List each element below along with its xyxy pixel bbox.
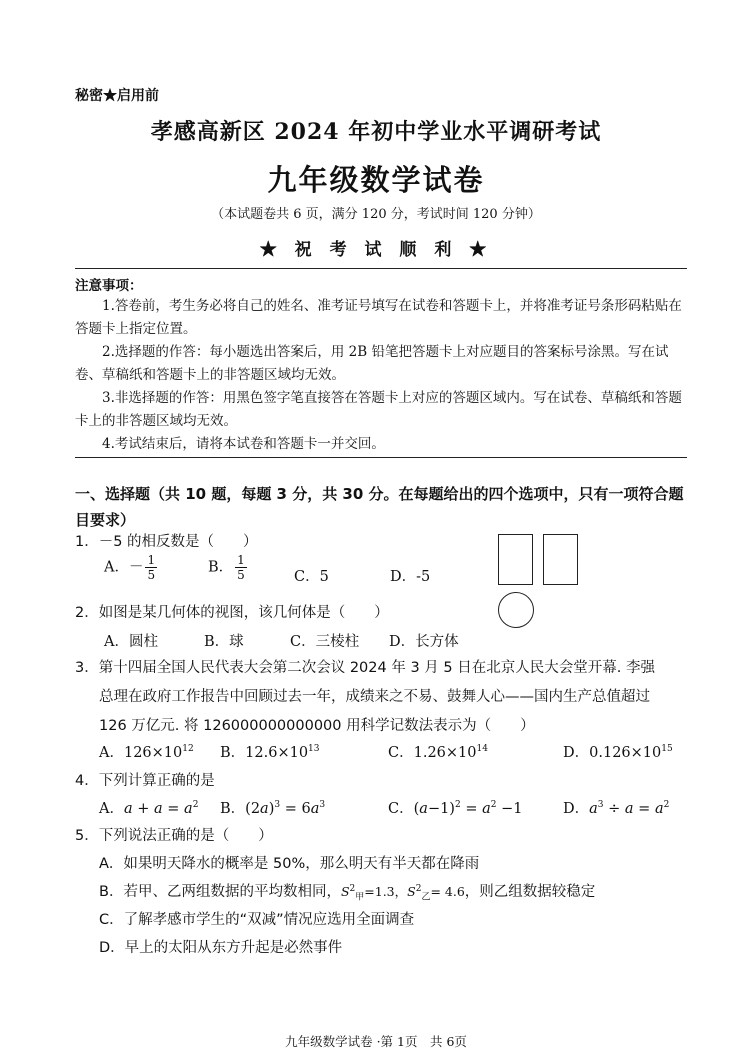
notes-bottom-rule: [75, 457, 687, 458]
notes-heading: 注意事项：: [75, 278, 143, 294]
q2-option-c: C．三棱柱: [290, 634, 360, 650]
note-item: 2.选择题的作答：每小题选出答案后，用 2B 铅笔把答题卡上对应题目的答案标号涂黑。写在试卷、草稿纸和答题卡上的非答题区域均无效。: [75, 344, 669, 383]
fraction: [145, 553, 157, 582]
q4-stem: 4．下列计算正确的是: [75, 773, 215, 789]
option-label: B．: [208, 559, 234, 576]
option-label: C．: [388, 745, 414, 761]
q5-option-b: B．若甲、乙两组数据的平均数相同，$S^2_甲=1.3$，$S^2_乙= 4.6$，则乙组数据较稳定: [99, 883, 596, 903]
q5-option-c: C．了解孝感市学生的“双减”情况应选用全面调查: [99, 912, 415, 928]
exponent: 15: [661, 744, 673, 755]
numerator: 1: [147, 553, 156, 567]
q3-line-1: 3．第十四届全国人民代表大会第二次会议 2024 年 3 月 5 日在北京人民大会堂开幕. 李强: [75, 660, 655, 676]
front-view-rectangle: [498, 534, 533, 585]
q1-option-d: D．-5: [390, 569, 431, 585]
q2-option-b: B．球: [204, 634, 244, 650]
option-label: A．: [99, 745, 124, 761]
option-label: B．: [220, 745, 246, 761]
note-item: 3.非选择题的作答：用黑色签字笔直接答在答题卡上对应的答题区域内。写在试卷、草稿纸和答题卡上的非答题区域均无效。: [75, 390, 682, 429]
q1-option-b: [208, 553, 249, 582]
top-view-circle: [498, 592, 534, 628]
option-label: A．－: [104, 559, 144, 576]
option-value: 1.26×10: [413, 745, 477, 761]
q1-option-c: C．5: [294, 569, 329, 585]
side-view-rectangle: [543, 534, 578, 585]
q2-option-d: D．长方体: [389, 634, 459, 650]
q3-option-c: [388, 741, 488, 762]
notes-list: [75, 295, 687, 456]
q2-option-a: A．圆柱: [104, 634, 158, 650]
q5-stem: 5．下列说法正确的是（ ）: [75, 828, 273, 844]
option-label: A．: [99, 801, 124, 817]
q3-line-3: 126 万亿元. 将 126000000000000 用科学记数法表示为（ ）: [99, 718, 535, 734]
subscript: 甲: [355, 892, 365, 903]
exponent: 12: [182, 744, 194, 755]
q3-option-a: [99, 741, 194, 762]
paper-title: 九年级数学试卷: [267, 163, 485, 197]
q4-option-b: B．$(2a)^3 = 6a^3$: [220, 800, 326, 817]
exam-title: 孝感高新区 2024 年初中学业水平调研考试: [150, 119, 602, 145]
denominator: 5: [237, 568, 245, 582]
option-text: B．若甲、乙两组数据的平均数相同，: [99, 884, 341, 900]
exponent: 14: [476, 744, 488, 755]
q2-stem: 2．如图是某几何体的视图，该几何体是（ ）: [75, 605, 389, 621]
option-label: D．: [563, 801, 590, 817]
option-text: ，则乙组数据较稳定: [464, 884, 596, 900]
option-value: 126×10: [123, 745, 183, 761]
variance-value: = 4.6: [430, 884, 465, 899]
q3-option-d: [563, 741, 673, 762]
note-item: 1.答卷前，考生务必将自己的姓名、准考证号填写在试卷和答题卡上，并将准考证号条形码粘贴在答题卡上指定位置。: [75, 298, 682, 337]
q4-option-d: D．$a^3 \div a = a^2$: [563, 800, 670, 817]
good-luck-banner: ★ 祝 考 试 顺 利 ★: [259, 240, 493, 260]
q5-option-a: A．如果明天降水的概率是 50%，那么明天有半天都在降雨: [99, 856, 480, 872]
subscript: 乙: [421, 892, 431, 903]
denominator: 5: [147, 568, 156, 582]
q4-option-c: C．$(a-1)^2 = a^2 -1$: [388, 800, 523, 817]
fraction: [235, 553, 247, 582]
section-heading: 一、选择题（共 10 题，每题 3 分，共 30 分。在每题给出的四个选项中，只有一项符合题目要求）: [75, 485, 684, 529]
q3-option-b: [220, 741, 320, 762]
q1-stem: 1．－5 的相反数是（ ）: [75, 534, 258, 550]
q5-option-d: D．早上的太阳从东方升起是必然事件: [99, 940, 343, 956]
option-label: B．: [220, 801, 246, 817]
option-label: D．: [563, 745, 590, 761]
exponent: 13: [308, 744, 320, 755]
note-item: 4.考试结束后，请将本试卷和答题卡一并交回。: [102, 436, 385, 452]
option-value: 0.126×10: [589, 745, 662, 761]
confidential-mark: 秘密★启用前: [75, 88, 159, 104]
paper-info: （本试题卷共 6 页，满分 120 分，考试时间 120 分钟）: [211, 207, 541, 222]
q4-option-a: A．$a + a = a^2$: [99, 800, 199, 817]
page-footer: 九年级数学试卷 ·第 1页 共 6页: [285, 1034, 467, 1049]
notes-top-rule: [75, 268, 687, 269]
variance-value: =1.3，: [364, 884, 408, 899]
q3-line-2: 总理在政府工作报告中回顾过去一年，成绩来之不易、鼓舞人心——国内生产总值超过: [99, 689, 650, 705]
q1-option-a: [104, 553, 159, 582]
numerator: 1: [237, 553, 245, 567]
option-value: 12.6×10: [245, 745, 309, 761]
option-label: C．: [388, 801, 414, 817]
